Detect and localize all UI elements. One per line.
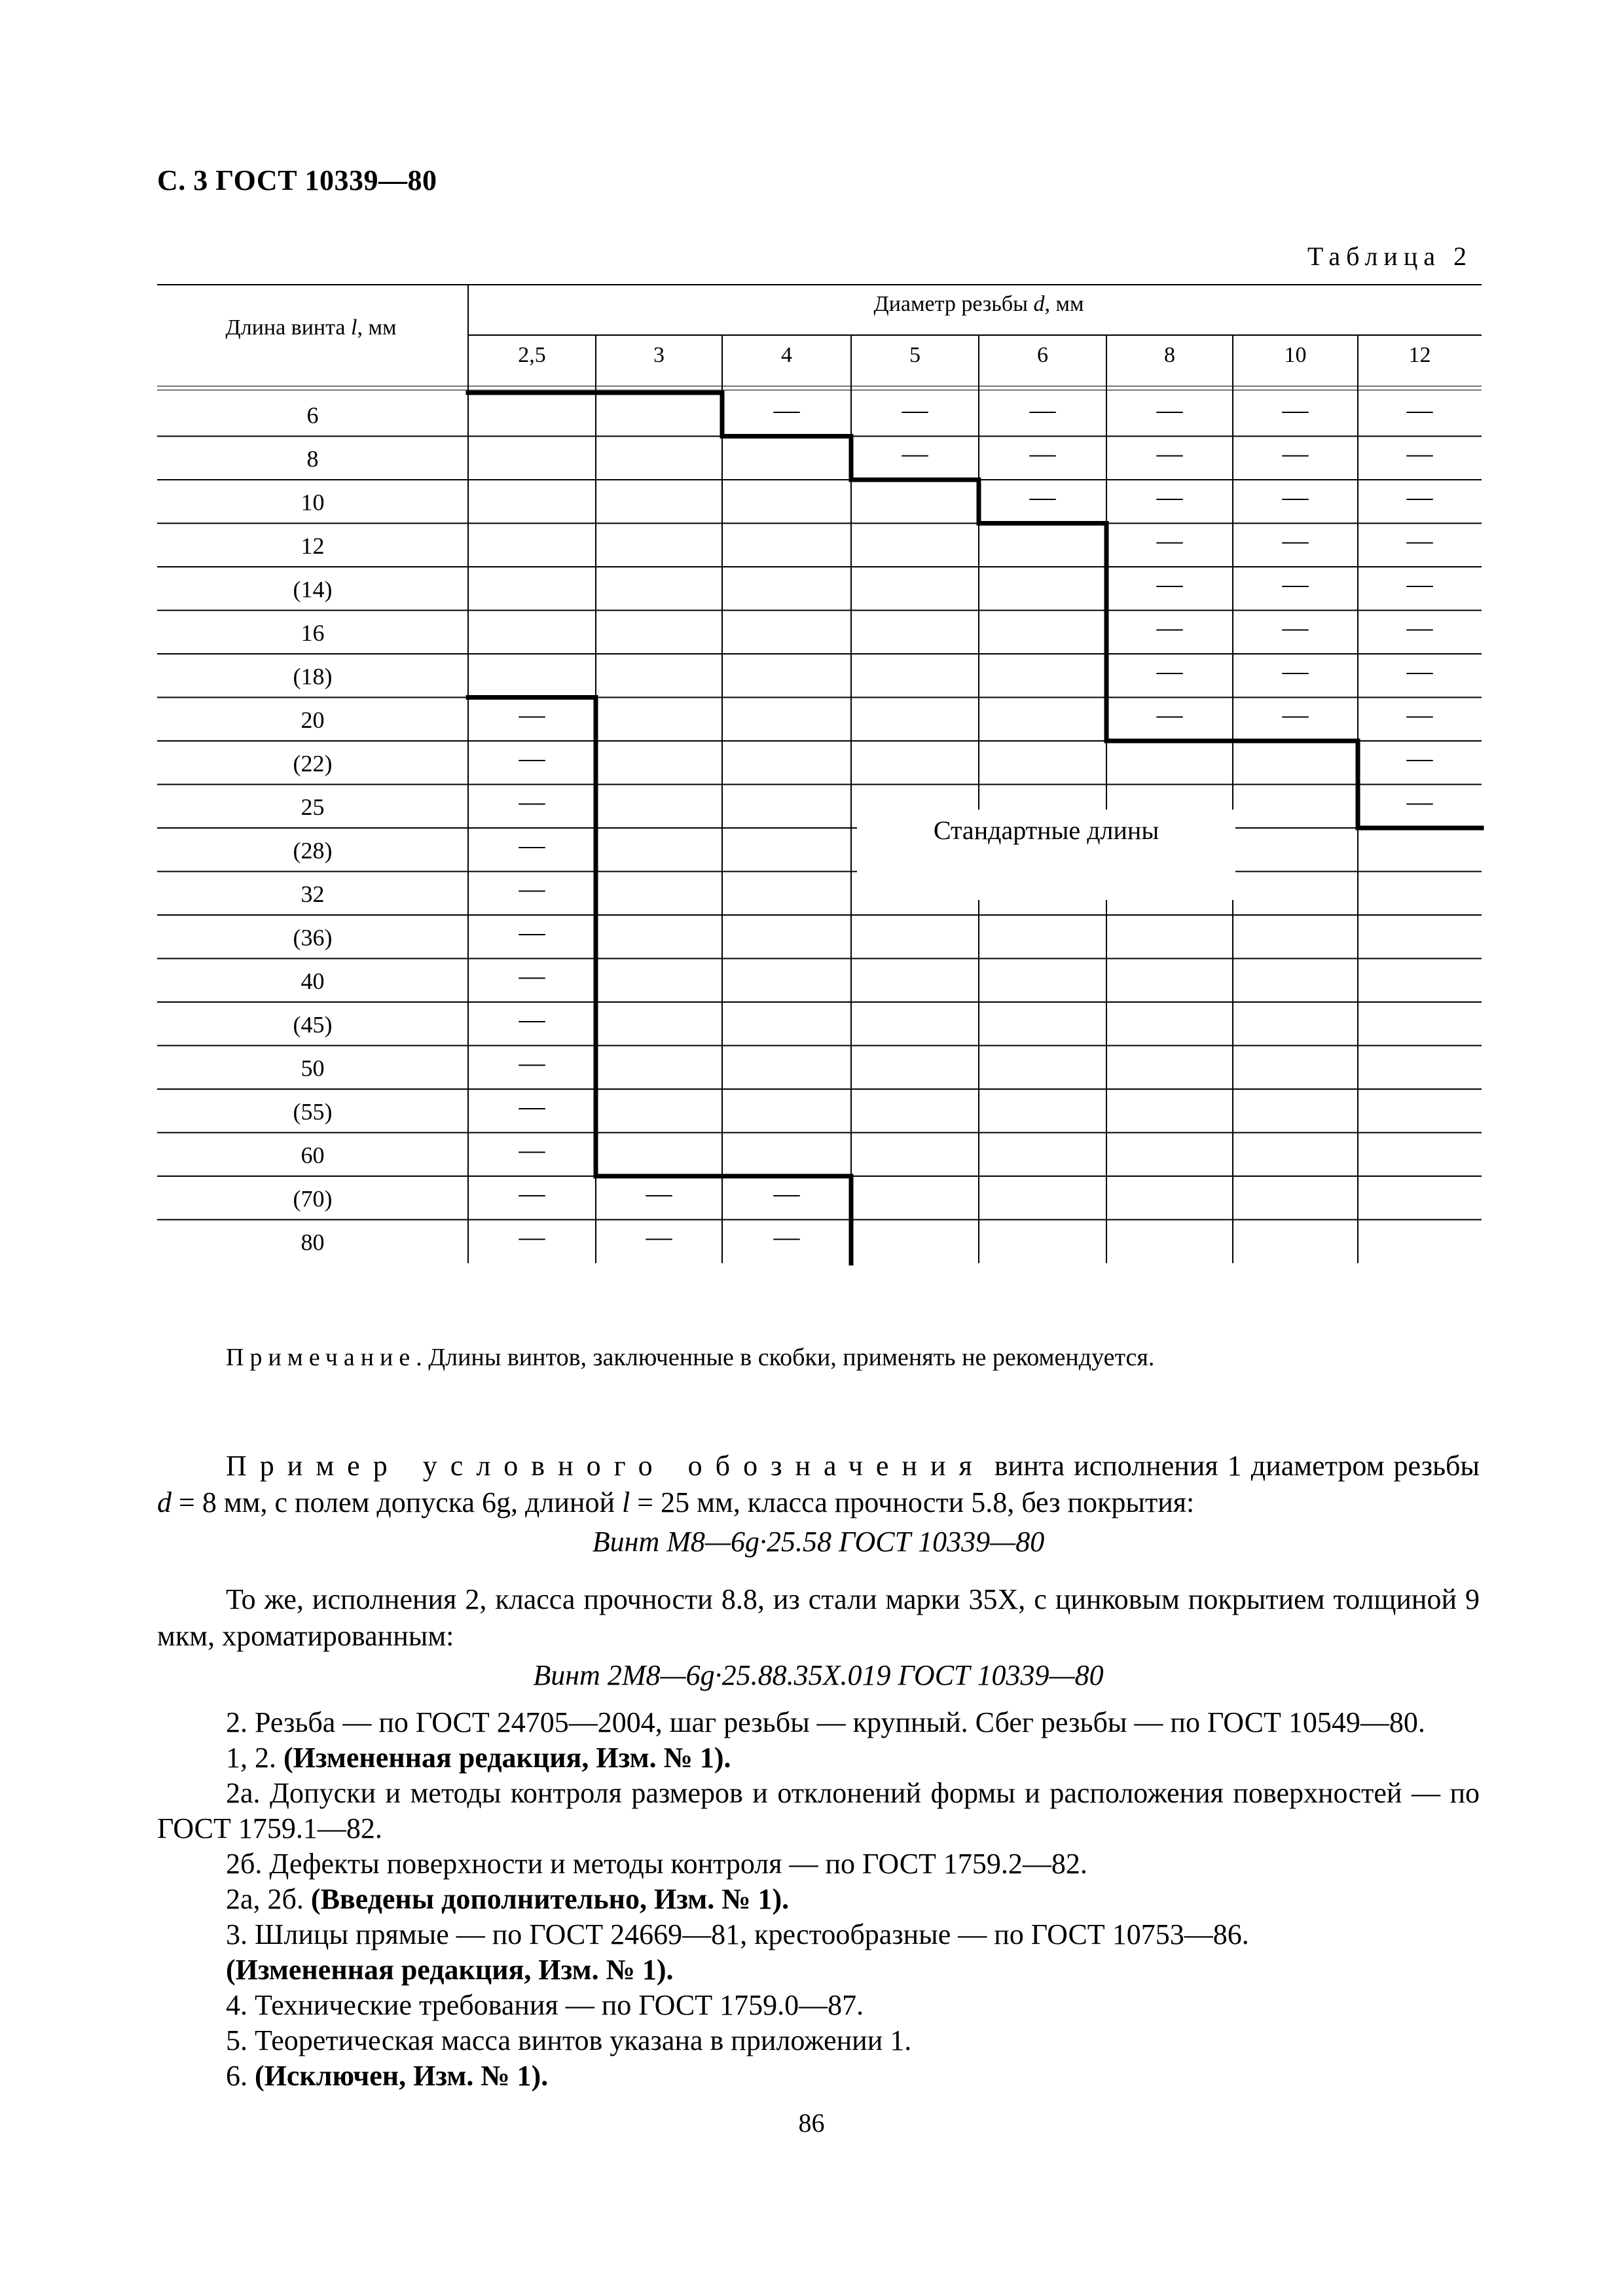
dash-cell: — bbox=[1282, 525, 1309, 555]
length-label: 25 bbox=[301, 793, 325, 820]
dash-cell: — bbox=[1156, 482, 1183, 512]
length-label: (36) bbox=[293, 924, 333, 951]
dash-cell: — bbox=[1156, 569, 1183, 599]
dash-cell: — bbox=[1406, 743, 1433, 773]
dash-cell: — bbox=[1282, 438, 1309, 468]
dash-cell: — bbox=[519, 830, 545, 860]
page-number: 86 bbox=[798, 2108, 825, 2138]
note-prefix: Примечание bbox=[226, 1344, 416, 1371]
table-note bbox=[226, 1343, 1154, 1372]
length-label: (14) bbox=[293, 576, 333, 603]
length-label: (28) bbox=[293, 837, 333, 864]
clause-3: 3. Шлицы прямые — по ГОСТ 24669—81, крестообразные — по ГОСТ 10753—86. bbox=[226, 1918, 1249, 1950]
dash-cell: — bbox=[1156, 438, 1183, 468]
designation-2: Винт 2М8—6g·25.88.35Х.019 ГОСТ 10339—80 bbox=[533, 1659, 1104, 1691]
length-label: 50 bbox=[301, 1054, 325, 1081]
dash-cell: — bbox=[1406, 395, 1433, 425]
designation-1: Винт М8—6g·25.58 ГОСТ 10339—80 bbox=[592, 1526, 1045, 1558]
dash-cell: — bbox=[1282, 395, 1309, 425]
dash-cell: — bbox=[1406, 656, 1433, 686]
dash-cell: — bbox=[646, 1178, 672, 1208]
dash-cell: — bbox=[1406, 482, 1433, 512]
dash-cell: — bbox=[1282, 569, 1309, 599]
length-label: 60 bbox=[301, 1141, 325, 1168]
dash-cell: — bbox=[1029, 395, 1056, 425]
dash-cell: — bbox=[646, 1221, 672, 1251]
dash-cell: — bbox=[519, 786, 545, 816]
dash-cell: — bbox=[1156, 656, 1183, 686]
dash-cell: — bbox=[1156, 612, 1183, 642]
amendment-2a-2b: 2а, 2б. (Введены дополнительно, Изм. № 1). bbox=[226, 1883, 790, 1915]
diameter-group-header: Диаметр резьбы d, мм bbox=[873, 292, 1084, 316]
dash-cell: — bbox=[773, 1178, 800, 1208]
example-paragraph bbox=[157, 1448, 1480, 1521]
dash-cell: — bbox=[1406, 699, 1433, 729]
length-label: 10 bbox=[301, 489, 325, 516]
dash-cell: — bbox=[1282, 699, 1309, 729]
dash-cell: — bbox=[519, 1091, 545, 1121]
dash-cell: — bbox=[519, 1047, 545, 1077]
clause-6: 6. (Исключен, Изм. № 1). bbox=[226, 2060, 549, 2092]
dash-cell: — bbox=[773, 1221, 800, 1251]
length-label: (70) bbox=[293, 1185, 333, 1212]
example-text-1: винта исполнения 1 диаметром резьбы bbox=[985, 1450, 1480, 1482]
diameter-header: 3 bbox=[653, 343, 665, 367]
length-label: 40 bbox=[301, 967, 325, 994]
dash-cell: — bbox=[1156, 699, 1183, 729]
diameter-header: 4 bbox=[781, 343, 792, 367]
dash-cell: — bbox=[1406, 438, 1433, 468]
length-label: (18) bbox=[293, 663, 333, 690]
dash-cell: — bbox=[1406, 525, 1433, 555]
example-text-3: = 25 мм, класса прочности 5.8, без покрытия: bbox=[630, 1486, 1195, 1518]
length-column-header: Длина винта l, мм bbox=[225, 315, 397, 340]
dash-cell: — bbox=[1156, 525, 1183, 555]
dash-cell: — bbox=[519, 960, 545, 990]
length-label: 80 bbox=[301, 1229, 325, 1255]
diameter-header: 6 bbox=[1037, 343, 1048, 367]
dash-cell: — bbox=[1406, 612, 1433, 642]
standard-lengths-label: Стандартные длины bbox=[933, 816, 1159, 845]
amendment-1-2: 1, 2. (Измененная редакция, Изм. № 1). bbox=[226, 1742, 731, 1774]
amendment-3: (Измененная редакция, Изм. № 1). bbox=[226, 1954, 674, 1986]
diameter-header: 2,5 bbox=[518, 343, 546, 367]
dash-cell: — bbox=[519, 1004, 545, 1034]
dash-cell: — bbox=[1282, 656, 1309, 686]
length-label: (55) bbox=[293, 1098, 333, 1125]
example-heading: Пример условного обозначения bbox=[226, 1450, 985, 1482]
diameter-header: 12 bbox=[1408, 343, 1431, 367]
clause-2b: 2б. Дефекты поверхности и методы контроля — по ГОСТ 1759.2—82. bbox=[226, 1848, 1087, 1880]
dash-cell: — bbox=[1406, 569, 1433, 599]
dash-cell: — bbox=[902, 438, 928, 468]
page-header: С. 3 ГОСТ 10339—80 bbox=[157, 164, 437, 196]
dash-cell: — bbox=[1029, 482, 1056, 512]
dash-cell: — bbox=[1406, 786, 1433, 816]
dash-cell: — bbox=[519, 1134, 545, 1164]
dash-cell: — bbox=[519, 743, 545, 773]
dash-cell: — bbox=[1156, 395, 1183, 425]
length-label: 20 bbox=[301, 706, 325, 733]
length-label: 8 bbox=[306, 445, 319, 472]
clause-4: 4. Технические требования — по ГОСТ 1759.0—87. bbox=[226, 1989, 864, 2021]
diameter-header: 5 bbox=[909, 343, 921, 367]
dash-cell: — bbox=[1282, 482, 1309, 512]
clause-2: 2. Резьба — по ГОСТ 24705—2004, шаг резьбы — крупный. Сбег резьбы — по ГОСТ 10549—80. bbox=[226, 1706, 1425, 1738]
var-d: d bbox=[157, 1486, 172, 1518]
table-label: Таблица 2 bbox=[1307, 242, 1472, 271]
dash-cell: — bbox=[773, 395, 800, 425]
clause-5: 5. Теоретическая масса винтов указана в приложении 1. bbox=[226, 2024, 912, 2056]
diameter-header: 10 bbox=[1284, 343, 1307, 367]
length-label: 32 bbox=[301, 880, 325, 907]
dash-cell: — bbox=[1029, 438, 1056, 468]
example-text-2: = 8 мм, с полем допуска 6g, длиной bbox=[172, 1486, 623, 1518]
var-l: l bbox=[622, 1486, 630, 1518]
length-label: (45) bbox=[293, 1011, 333, 1038]
length-label: 16 bbox=[301, 619, 325, 646]
length-label: 6 bbox=[306, 402, 319, 429]
diameter-header: 8 bbox=[1164, 343, 1175, 367]
example-paragraph-2 bbox=[157, 1581, 1480, 1655]
example-para2-text: То же, исполнения 2, класса прочности 8.8, из стали марки 35Х, с цинковым покрытием толщиной 9 мкм, хроматированным: bbox=[157, 1583, 1480, 1652]
note-text: . Длины винтов, заключенные в скобки, применять не рекомендуется. bbox=[416, 1344, 1155, 1371]
dash-cell: — bbox=[519, 1221, 545, 1251]
dash-cell: — bbox=[519, 1178, 545, 1208]
dash-cell: — bbox=[1282, 612, 1309, 642]
dash-cell: — bbox=[902, 395, 928, 425]
dash-cell: — bbox=[519, 699, 545, 729]
dash-cell: — bbox=[519, 917, 545, 947]
clause-2a: 2а. Допуски и методы контроля размеров и отклонений формы и расположения поверхностей — по ГОСТ 1759.1—82. bbox=[157, 1777, 1480, 1844]
length-label: (22) bbox=[293, 750, 333, 777]
body-text bbox=[157, 1705, 1480, 2094]
length-label: 12 bbox=[301, 532, 325, 559]
dash-cell: — bbox=[519, 873, 545, 903]
